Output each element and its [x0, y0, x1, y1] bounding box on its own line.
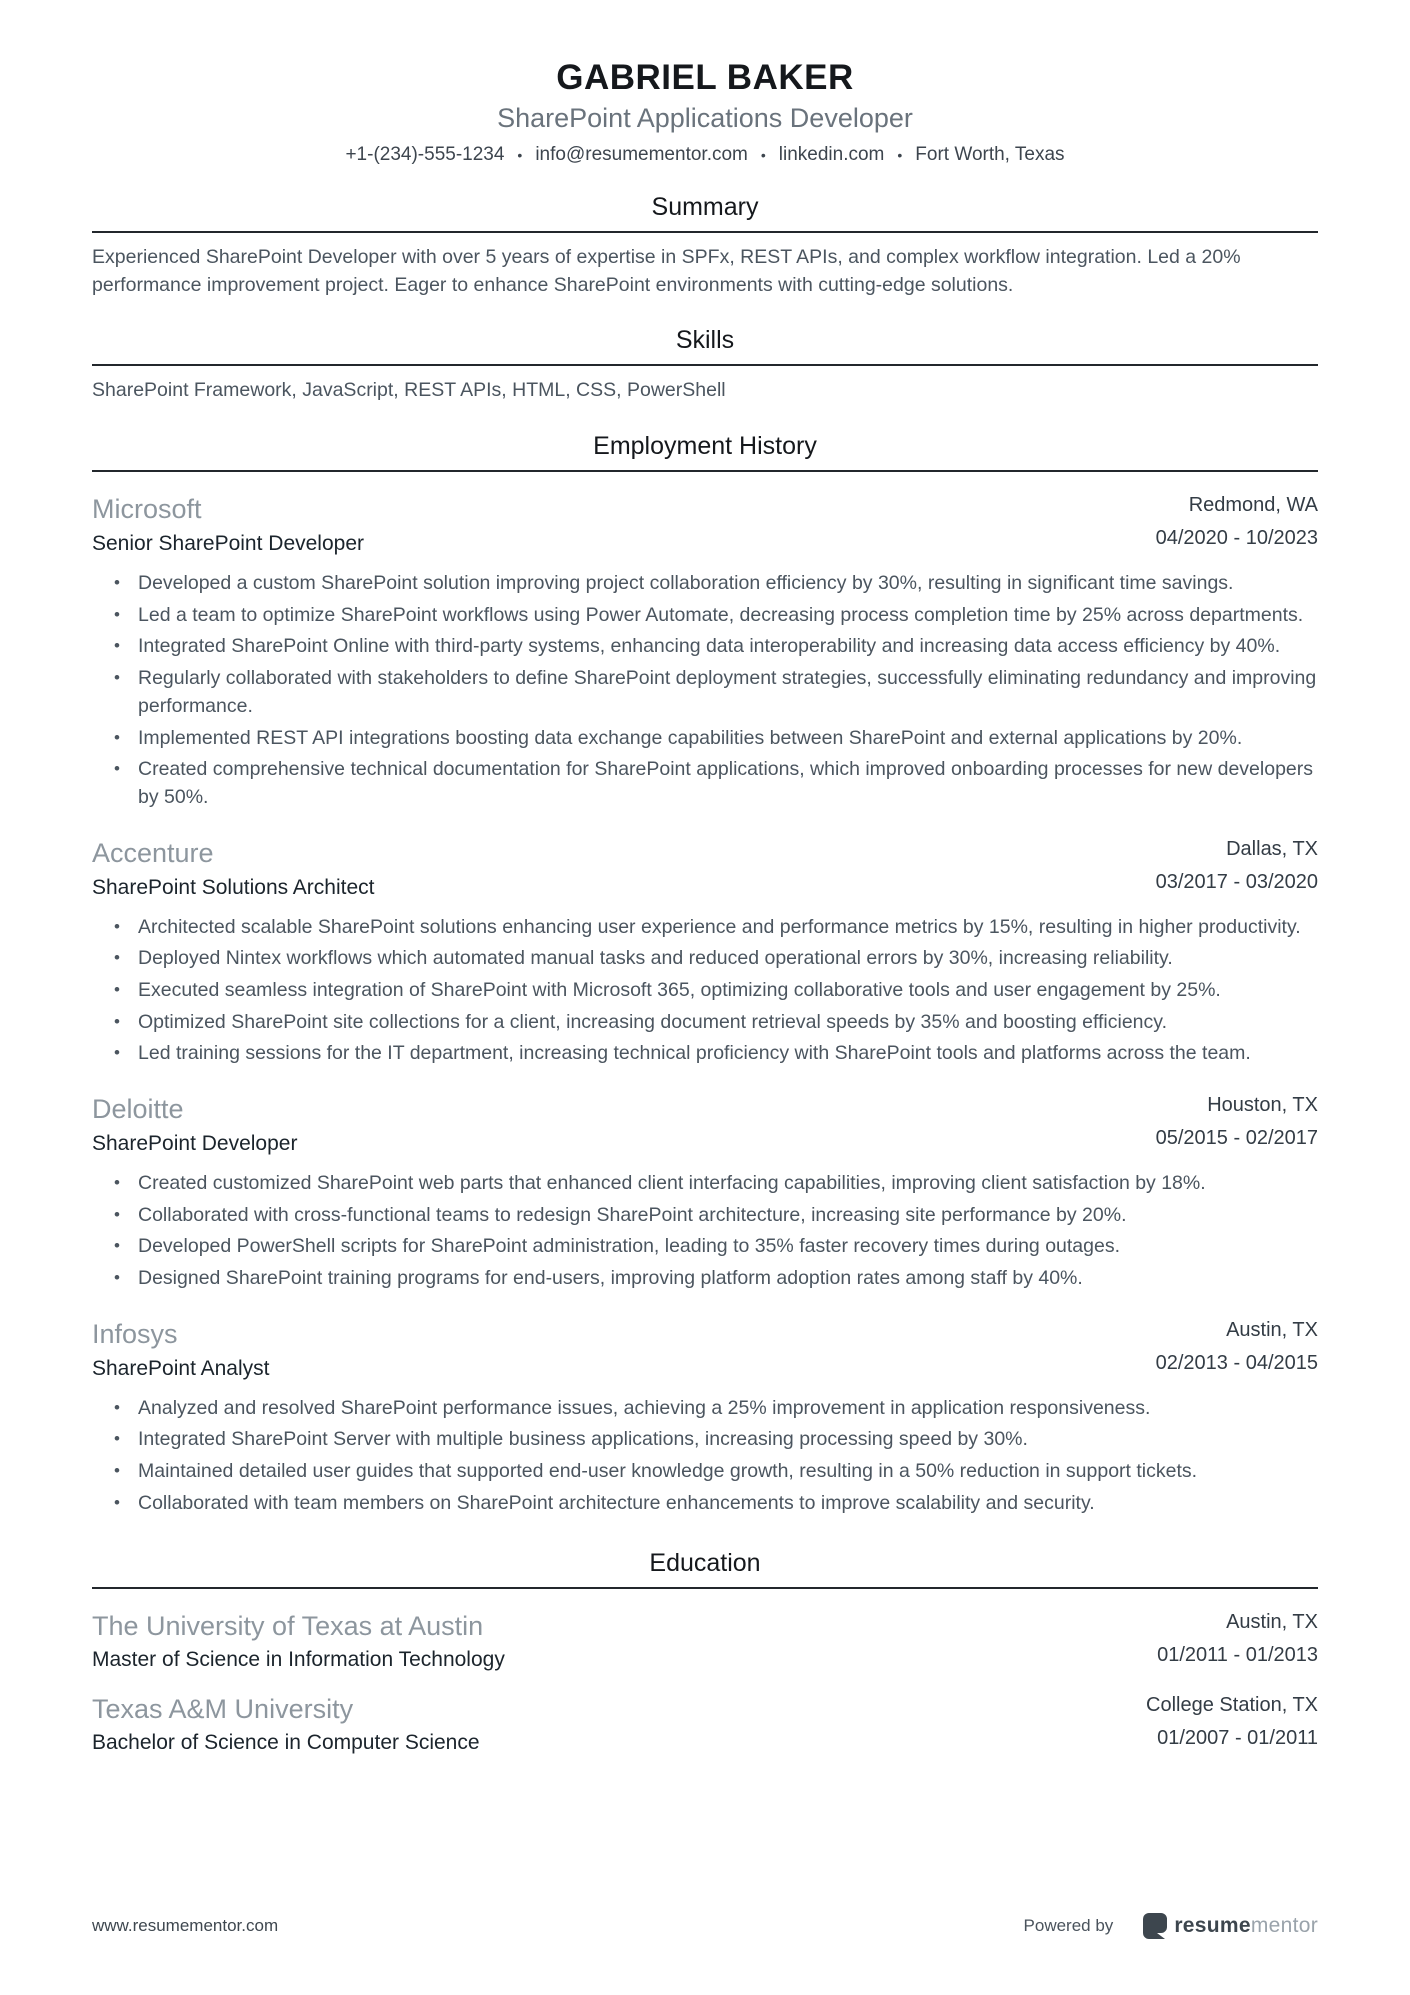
candidate-name: GABRIEL BAKER — [556, 58, 854, 97]
job-bullet-list — [92, 570, 1318, 812]
education-institution: Texas A&M University — [92, 1693, 354, 1724]
resumementor-logo-icon — [1143, 1913, 1167, 1939]
education-heading: Education — [649, 1548, 761, 1577]
job-bullet: • Maintained detailed user guides that supported end-user knowledge growth, resulting in a 50% reduction in support tickets. — [138, 1458, 1318, 1486]
section-divider — [92, 1587, 1318, 1589]
job-entry-header — [92, 494, 1318, 556]
job-position: SharePoint Solutions Architect — [92, 875, 375, 899]
job-dates: 03/2017 - 03/2020 — [1155, 870, 1318, 893]
contact-phone: +1-(234)-555-1234 — [345, 144, 505, 165]
summary-section — [92, 166, 1318, 299]
job-dates: 04/2020 - 10/2023 — [1155, 527, 1318, 550]
job-entry — [92, 1094, 1318, 1293]
job-bullet-list — [92, 914, 1318, 1068]
job-dates: 05/2015 - 02/2017 — [1155, 1127, 1318, 1149]
job-bullet-list — [92, 1170, 1318, 1293]
education-dates: 01/2007 - 01/2011 — [1157, 1726, 1318, 1749]
contact-row — [92, 144, 1318, 166]
summary-heading: Summary — [651, 193, 759, 221]
education-location: College Station, TX — [1146, 1693, 1318, 1716]
job-bullet: • Implemented REST API integrations boosting data exchange capabilities between SharePoint and external applications by 20%. — [138, 725, 1318, 753]
job-bullet: • Architected scalable SharePoint solutions enhancing user experience and performance metrics by 15%, resulting in higher productivity. — [138, 914, 1318, 942]
page-footer — [92, 1913, 1318, 1995]
contact-location: Fort Worth, Texas — [915, 144, 1065, 165]
job-entry — [92, 1319, 1318, 1518]
job-company: Microsoft — [92, 494, 202, 525]
job-dates: 02/2013 - 04/2015 — [1155, 1351, 1318, 1374]
resumementor-logo — [1143, 1913, 1318, 1939]
section-divider — [92, 231, 1318, 233]
job-bullet: • Created customized SharePoint web parts that enhanced client interfacing capabilities, improving client satisfaction by 18%. — [138, 1170, 1318, 1198]
job-bullet: • Regularly collaborated with stakeholders to define SharePoint deployment strategies, successfully eliminating redundancy and improving performance. — [138, 665, 1318, 720]
job-entry-header — [92, 1319, 1318, 1381]
job-company: Accenture — [92, 837, 214, 868]
summary-text: Experienced SharePoint Developer with over 5 years of expertise in SPFx, REST APIs, and complex workflow integration. Led a 20% performance improvement project. Eager to enhance SharePoint environments with cutting-edge solutions. — [92, 246, 1241, 296]
education-location: Austin, TX — [1226, 1610, 1318, 1633]
job-location: Houston, TX — [1207, 1094, 1318, 1116]
job-bullet: • Led training sessions for the IT department, increasing technical proficiency with SharePoint tools and platforms across the team. — [138, 1040, 1318, 1068]
contact-separator-dot: • — [517, 147, 523, 163]
job-position: Senior SharePoint Developer — [92, 532, 364, 556]
skills-heading: Skills — [675, 326, 735, 355]
job-location: Austin, TX — [1226, 1318, 1318, 1341]
powered-by — [1024, 1913, 1318, 1939]
section-divider — [92, 470, 1318, 472]
job-bullet: • Collaborated with cross-functional teams to redesign SharePoint architecture, increasing site performance by 20%. — [138, 1202, 1318, 1230]
job-entry-header — [92, 1094, 1318, 1156]
contact-email: info@resumementor.com — [535, 144, 748, 165]
education-degree: Master of Science in Information Technology — [92, 1647, 505, 1671]
job-bullet: • Collaborated with team members on SharePoint architecture enhancements to improve scalability and security. — [138, 1490, 1318, 1518]
powered-by-label: Powered by — [1023, 1916, 1114, 1935]
job-company: Infosys — [92, 1318, 178, 1349]
skills-text: SharePoint Framework, JavaScript, REST APIs, HTML, CSS, PowerShell — [92, 379, 726, 402]
footer-website-link: www.resumementor.com — [92, 1916, 279, 1935]
job-entry-header — [92, 838, 1318, 900]
job-company: Deloitte — [92, 1094, 184, 1124]
job-bullet: • Created comprehensive technical documentation for SharePoint applications, which improved onboarding processes for new developers by 50%. — [138, 756, 1318, 811]
job-bullet: • Developed PowerShell scripts for SharePoint administration, leading to 35% faster recovery times during outages. — [138, 1233, 1318, 1261]
education-entry — [92, 1611, 1318, 1672]
section-divider — [92, 364, 1318, 366]
job-bullet: • Led a team to optimize SharePoint workflows using Power Automate, decreasing process completion time by 25% across departments. — [138, 602, 1318, 630]
candidate-title: SharePoint Applications Developer — [497, 103, 913, 133]
education-section — [92, 1522, 1318, 1755]
job-bullet: • Optimized SharePoint site collections for a client, increasing document retrieval speeds by 35% and boosting efficiency. — [138, 1009, 1318, 1037]
education-dates: 01/2011 - 01/2013 — [1157, 1643, 1318, 1666]
job-position: SharePoint Analyst — [92, 1356, 270, 1380]
job-bullet: • Designed SharePoint training programs for end-users, improving platform adoption rates among staff by 40%. — [138, 1265, 1318, 1293]
resumementor-logo-text — [1174, 1914, 1318, 1938]
job-bullet: • Analyzed and resolved SharePoint performance issues, achieving a 25% improvement in application responsiveness. — [138, 1395, 1318, 1423]
job-entry — [92, 838, 1318, 1068]
job-position: SharePoint Developer — [92, 1132, 298, 1155]
job-bullet: • Deployed Nintex workflows which automated manual tasks and reduced operational errors by 30%, increasing reliability. — [138, 945, 1318, 973]
logo-text-resume: resume — [1174, 1914, 1251, 1937]
education-institution: The University of Texas at Austin — [92, 1610, 484, 1641]
employment-heading: Employment History — [593, 432, 817, 461]
contact-separator-dot: • — [760, 147, 766, 163]
employment-section — [92, 405, 1318, 1521]
job-bullet: • Developed a custom SharePoint solution improving project collaboration efficiency by 30%, resulting in significant time savings. — [138, 570, 1318, 598]
contact-linkedin: linkedin.com — [778, 144, 885, 165]
job-location: Dallas, TX — [1226, 837, 1318, 860]
contact-separator-dot: • — [897, 147, 903, 163]
logo-text-mentor: mentor — [1250, 1914, 1318, 1937]
skills-section — [92, 299, 1318, 405]
job-bullet: • Integrated SharePoint Online with third-party systems, enhancing data interoperability and increasing data access efficiency by 40%. — [138, 633, 1318, 661]
job-bullet: • Integrated SharePoint Server with multiple business applications, increasing processing speed by 30%. — [138, 1426, 1318, 1454]
job-entry — [92, 494, 1318, 812]
job-bullet: • Executed seamless integration of SharePoint with Microsoft 365, optimizing collaborative tools and user engagement by 25%. — [138, 977, 1318, 1005]
resume-header — [92, 58, 1318, 166]
education-entry — [92, 1694, 1318, 1755]
education-degree: Bachelor of Science in Computer Science — [92, 1730, 480, 1754]
job-bullet-list — [92, 1395, 1318, 1518]
job-location: Redmond, WA — [1188, 494, 1318, 517]
